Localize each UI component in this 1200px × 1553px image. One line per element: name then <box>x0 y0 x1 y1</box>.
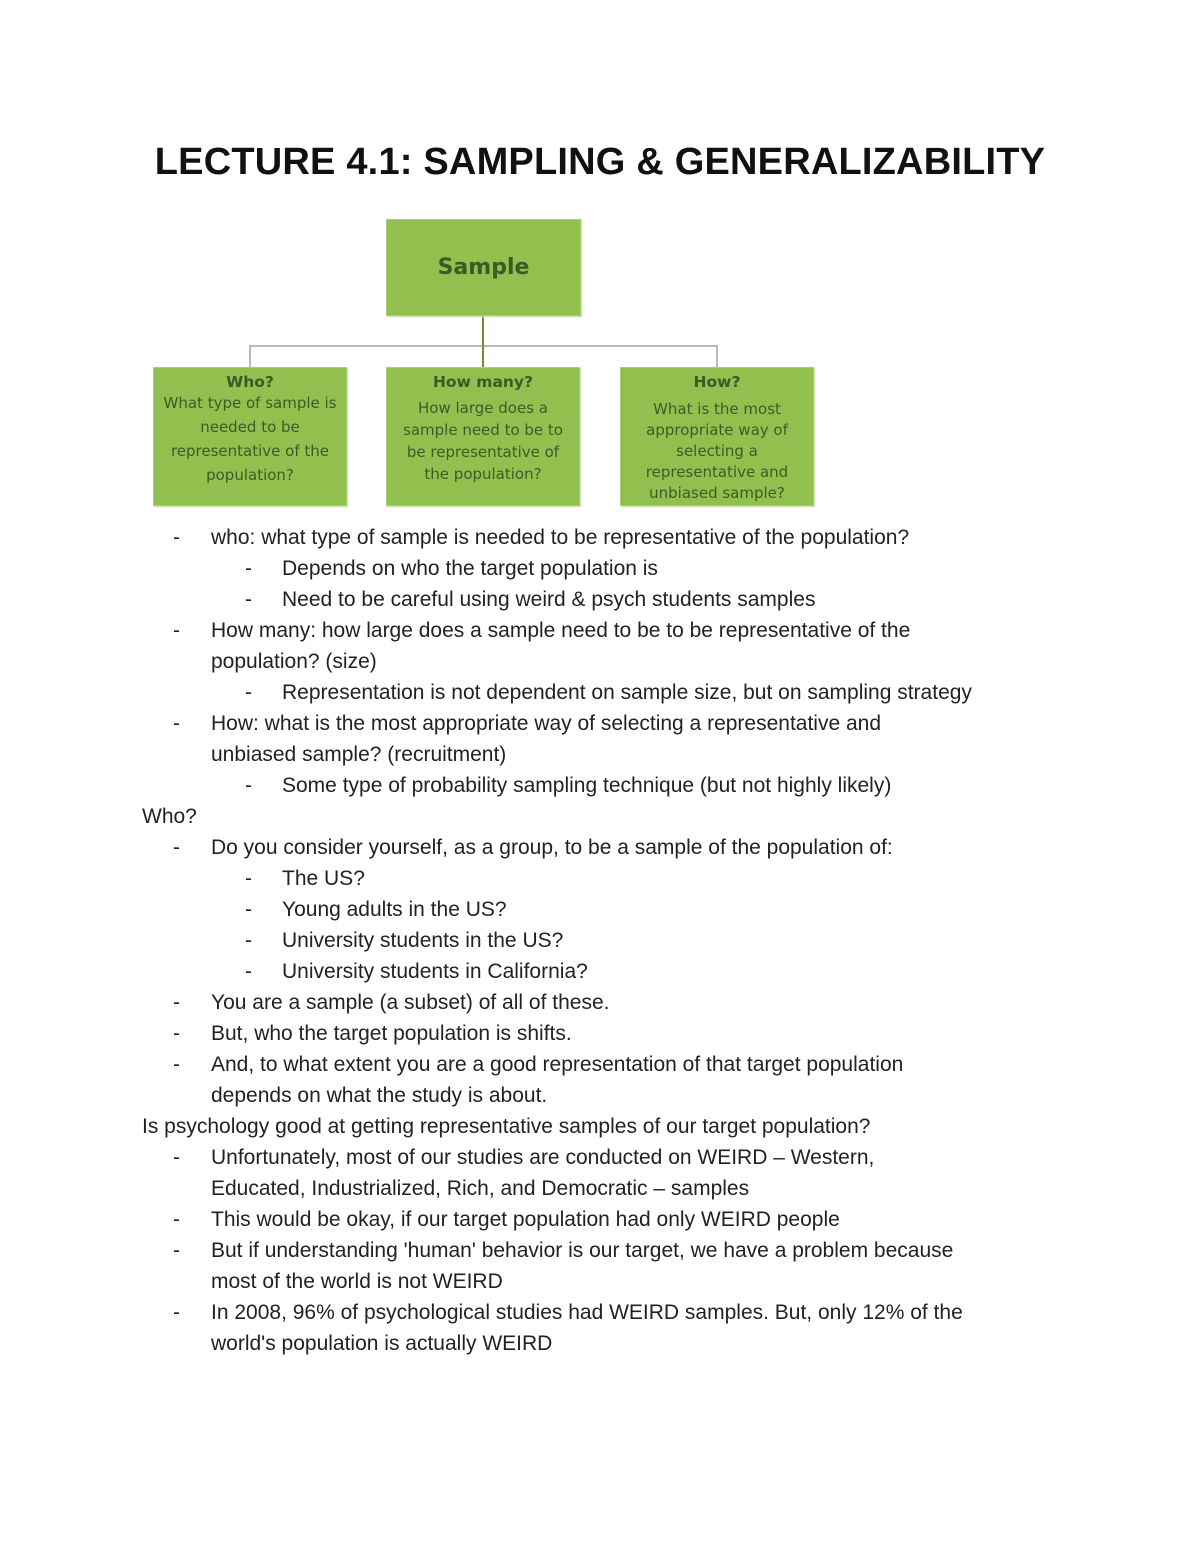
bullet-item <box>0 1142 1200 1173</box>
diagram-box-line: representative and <box>645 463 789 481</box>
diagram-box-line: selecting a <box>676 442 758 460</box>
line-text: How many: how large does a sample need to be to be representative of the <box>211 619 911 642</box>
sub-bullet-item <box>0 956 1200 987</box>
bullet-dash: - <box>173 1301 180 1324</box>
line-text: In 2008, 96% of psychological studies had WEIRD samples. But, only 12% of the <box>211 1301 963 1324</box>
bullet-dash: - <box>245 929 252 952</box>
sample-hierarchy-diagram <box>0 0 1200 520</box>
connector-left <box>249 345 251 367</box>
line-text: University students in the US? <box>282 929 564 952</box>
diagram-box-line: What type of sample is <box>163 394 337 412</box>
diagram-box-line: appropriate way of <box>646 421 788 439</box>
line-text: Some type of probability sampling technique (but not highly likely) <box>282 774 892 797</box>
bullet-item <box>0 1266 1200 1297</box>
section-heading <box>0 1111 1200 1142</box>
diagram-box-line: unbiased sample? <box>649 484 785 502</box>
diagram-box-line: representative of the <box>170 442 330 460</box>
sub-bullet-item <box>0 677 1200 708</box>
bullet-dash: - <box>245 960 252 983</box>
bullet-dash: - <box>173 1053 180 1076</box>
bullet-dash: - <box>173 1239 180 1262</box>
diagram-box-who <box>153 367 347 506</box>
diagram-box-line: the population? <box>424 465 542 483</box>
line-text: depends on what the study is about. <box>211 1084 548 1107</box>
bullet-item <box>0 1204 1200 1235</box>
diagram-box-line: population? <box>206 466 294 484</box>
line-text: The US? <box>282 867 365 890</box>
bullet-item <box>0 615 1200 646</box>
diagram-box-heading: How? <box>693 373 741 391</box>
line-text: University students in California? <box>282 960 588 983</box>
sub-bullet-item <box>0 553 1200 584</box>
line-text: But, who the target population is shifts. <box>211 1022 572 1045</box>
line-text: Who? <box>142 805 197 828</box>
diagram-box-line: What is the most <box>653 400 781 418</box>
line-text: world's population is actually WEIRD <box>211 1332 553 1355</box>
bullet-dash: - <box>245 898 252 921</box>
bullet-item <box>0 987 1200 1018</box>
bullet-item <box>0 708 1200 739</box>
line-text: who: what type of sample is needed to be representative of the population? <box>211 526 910 549</box>
line-text: Unfortunately, most of our studies are conducted on WEIRD – Western, <box>211 1146 875 1169</box>
bullet-item <box>0 832 1200 863</box>
diagram-box-heading: How many? <box>432 373 534 391</box>
bullet-item <box>0 739 1200 770</box>
bullet-dash: - <box>245 774 252 797</box>
line-text: Depends on who the target population is <box>282 557 658 580</box>
bullet-dash: - <box>173 1208 180 1231</box>
diagram-box-line: How large does a <box>418 399 548 417</box>
bullet-dash: - <box>173 712 180 735</box>
bullet-item <box>0 1297 1200 1328</box>
bullet-dash: - <box>173 619 180 642</box>
diagram-box-line: be representative of <box>406 443 560 461</box>
bullet-item <box>0 1235 1200 1266</box>
line-text: This would be okay, if our target population had only WEIRD people <box>211 1208 840 1231</box>
line-text: Is psychology good at getting representative samples of our target population? <box>142 1115 871 1138</box>
sub-bullet-item <box>0 894 1200 925</box>
line-text: Need to be careful using weird & psych students samples <box>282 588 816 611</box>
bullet-dash: - <box>173 526 180 549</box>
diagram-box-line: needed to be <box>200 418 300 436</box>
bullet-dash: - <box>173 1146 180 1169</box>
sub-bullet-item <box>0 863 1200 894</box>
line-text: population? (size) <box>211 650 377 673</box>
connector-middle <box>482 345 484 367</box>
bullet-dash: - <box>245 588 252 611</box>
bullet-dash: - <box>245 867 252 890</box>
bullet-item <box>0 1018 1200 1049</box>
section-heading <box>0 801 1200 832</box>
line-text: Do you consider yourself, as a group, to be a sample of the population of: <box>211 836 893 859</box>
line-text: Educated, Industrialized, Rich, and Democratic – samples <box>211 1177 750 1200</box>
bullet-item <box>0 1173 1200 1204</box>
sub-bullet-item <box>0 925 1200 956</box>
sub-bullet-item <box>0 584 1200 615</box>
bullet-item <box>0 1328 1200 1359</box>
diagram-box-description <box>627 399 807 504</box>
line-text: Representation is not dependent on sample size, but on sampling strategy <box>282 681 972 704</box>
bullet-dash: - <box>173 836 180 859</box>
line-text: How: what is the most appropriate way of selecting a representative and <box>211 712 882 735</box>
diagram-root-label: Sample <box>437 255 530 280</box>
diagram-box-how <box>620 367 814 506</box>
bullet-item <box>0 1080 1200 1111</box>
diagram-box-description <box>160 391 340 487</box>
line-text: Young adults in the US? <box>282 898 507 921</box>
line-text: You are a sample (a subset) of all of these. <box>211 991 610 1014</box>
bullet-item <box>0 522 1200 553</box>
bullet-dash: - <box>245 681 252 704</box>
connector-right <box>716 345 718 367</box>
line-text: And, to what extent you are a good representation of that target population <box>211 1053 904 1076</box>
bullet-dash: - <box>173 1022 180 1045</box>
connector-trunk <box>482 314 484 346</box>
bullet-item <box>0 1049 1200 1080</box>
diagram-box-line: sample need to be to <box>403 421 563 439</box>
lecture-notes <box>0 522 1200 1359</box>
diagram-box-heading: Who? <box>226 373 274 391</box>
line-text: most of the world is not WEIRD <box>211 1270 503 1293</box>
bullet-dash: - <box>245 557 252 580</box>
page-title: LECTURE 4.1: SAMPLING & GENERALIZABILITY <box>154 141 1046 183</box>
line-text: But if understanding 'human' behavior is our target, we have a problem because <box>211 1239 954 1262</box>
sub-bullet-item <box>0 770 1200 801</box>
diagram-box-description <box>393 397 573 485</box>
line-text: unbiased sample? (recruitment) <box>211 743 507 766</box>
diagram-box-how-many <box>386 367 580 506</box>
bullet-dash: - <box>173 991 180 1014</box>
bullet-item <box>0 646 1200 677</box>
diagram-root-box <box>386 219 581 316</box>
